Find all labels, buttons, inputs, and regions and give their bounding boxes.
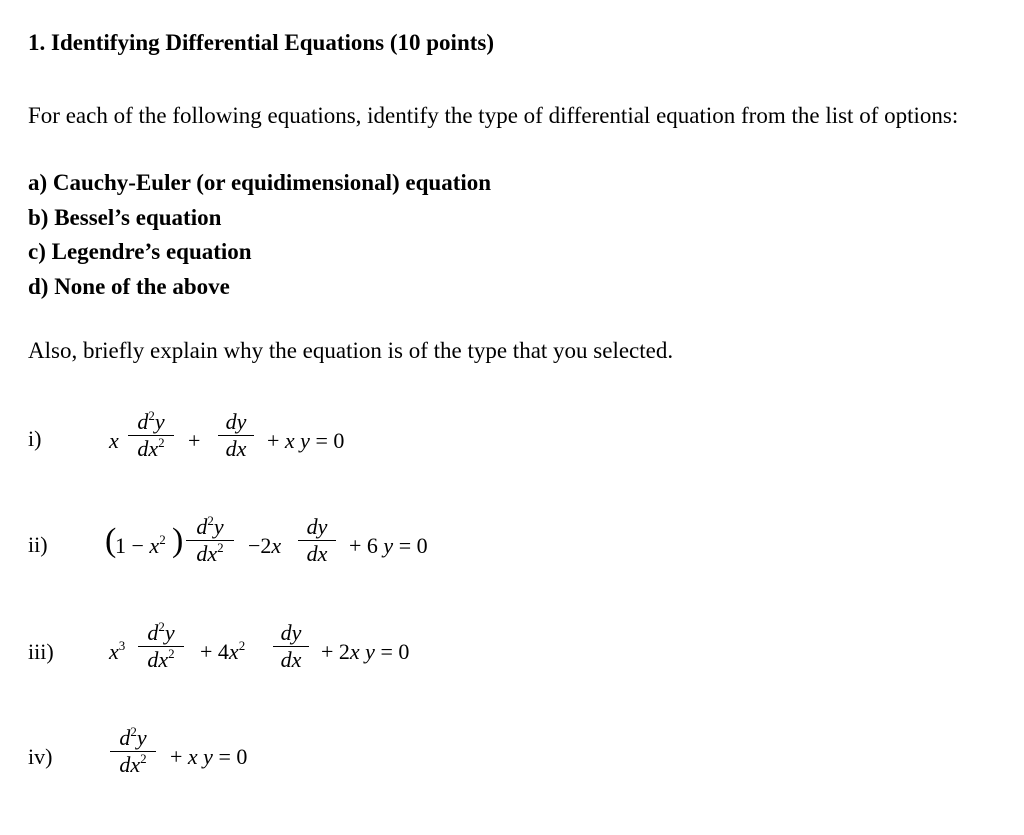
question-title: 1. Identifying Differential Equations (10 points) bbox=[28, 30, 495, 55]
problem-label-i: i) bbox=[28, 426, 42, 451]
problem-label-ii: ii) bbox=[28, 532, 48, 557]
options-list bbox=[28, 166, 491, 304]
option-a: a) Cauchy-Euler (or equidimensional) equation bbox=[28, 170, 492, 195]
option-b: b) Bessel’s equation bbox=[28, 204, 222, 230]
instruction-text: Also, briefly explain why the equation is of the type that you selected. bbox=[28, 338, 674, 363]
problem-label-iii: iii) bbox=[28, 639, 54, 664]
intro-text: For each of the following equations, identify the type of differential equation from the list of options: bbox=[28, 103, 959, 128]
option-c: c) Legendre’s equation bbox=[28, 239, 252, 264]
problem-label-iv: iv) bbox=[28, 744, 53, 769]
option-d: d) None of the above bbox=[28, 273, 230, 299]
